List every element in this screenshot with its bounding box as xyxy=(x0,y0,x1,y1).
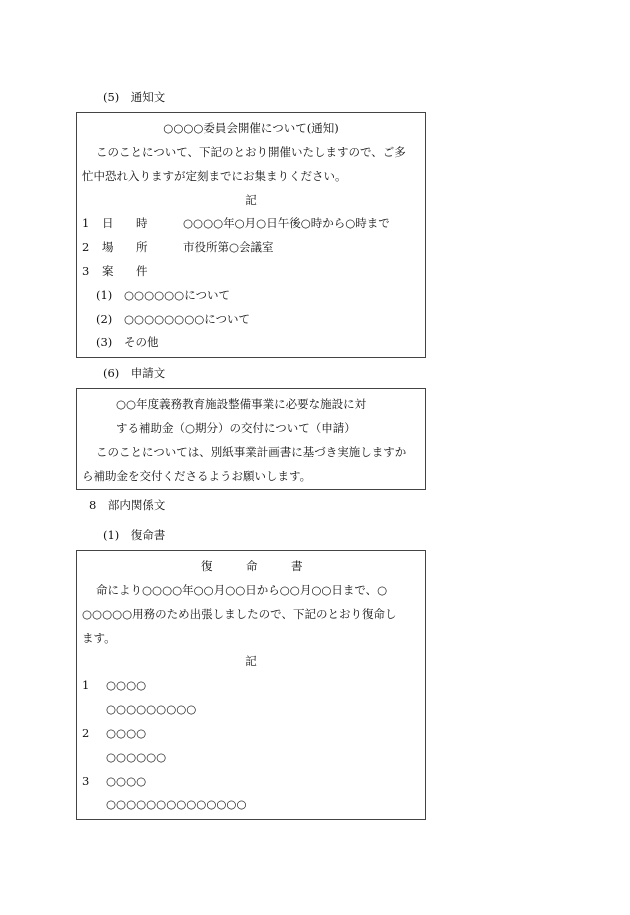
notice-item-value: 市役所第○会議室 xyxy=(183,240,274,254)
report-title-char: 復 xyxy=(201,559,213,573)
application-body-line: このことについては、別紙事業計画書に基づき実施しますか xyxy=(96,445,407,459)
report-item-detail: ○○○○○○ xyxy=(106,750,167,764)
report-item-number: 3 xyxy=(82,774,90,788)
report-ki: 記 xyxy=(245,654,257,668)
application-body-line: ら補助金を交付くださるようお願いします。 xyxy=(82,469,312,483)
section-heading-internal: 8 部内関係文 xyxy=(89,498,166,512)
notice-box xyxy=(76,112,426,358)
report-item-detail: ○○○○○○○○○ xyxy=(106,702,197,716)
report-item-number: 2 xyxy=(82,726,90,740)
notice-subitem-number: (2) xyxy=(96,312,113,326)
report-item-head: ○○○○ xyxy=(106,678,147,692)
report-box xyxy=(76,550,426,820)
report-item-number: 1 xyxy=(82,678,90,692)
notice-body-line: このことについて、下記のとおり開催いたしますので、ご多 xyxy=(96,145,406,159)
report-title-char: 書 xyxy=(291,559,303,573)
notice-ki: 記 xyxy=(245,193,257,207)
notice-item-label: 日 xyxy=(102,216,114,230)
report-body-line: ○○○○○用務のため出張しましたので、下記のとおり復命し xyxy=(82,607,397,621)
notice-item-label: 時 xyxy=(136,216,148,230)
notice-item-label: 案 xyxy=(102,264,114,278)
report-body-line: 命により○○○○年○○月○○日から○○月○○日まで、○ xyxy=(96,583,388,597)
notice-title: ○○○○委員会開催について(通知) xyxy=(163,121,339,135)
application-box xyxy=(76,388,426,490)
notice-body-line: 忙中恐れ入りますが定刻までにお集まりください。 xyxy=(82,169,347,183)
notice-subitem-text: ○○○○○○○○について xyxy=(124,312,251,326)
notice-item-number: 3 xyxy=(82,264,90,278)
application-title-line: ○○年度義務教育施設整備事業に必要な施設に対 xyxy=(116,397,367,411)
report-title-char: 命 xyxy=(246,559,258,573)
notice-subitem-number: (1) xyxy=(96,288,113,302)
notice-item-number: 1 xyxy=(82,216,90,230)
notice-subitem-number: (3) xyxy=(96,335,113,349)
section-heading-application: (6) 申請文 xyxy=(103,366,166,380)
section-heading-report: (1) 復命書 xyxy=(103,528,166,542)
report-body-line: ます。 xyxy=(82,631,116,645)
notice-item-label: 件 xyxy=(136,264,148,278)
section-heading-notice: (5) 通知文 xyxy=(103,90,166,104)
notice-item-value: ○○○○年○月○日午後○時から○時まで xyxy=(183,216,390,230)
notice-item-number: 2 xyxy=(82,240,90,254)
notice-subitem-text: ○○○○○○について xyxy=(124,288,230,302)
application-title-line: する補助金（○期分）の交付について（申請） xyxy=(116,421,356,435)
report-item-detail: ○○○○○○○○○○○○○○ xyxy=(106,797,247,811)
notice-item-label: 場 xyxy=(102,240,114,254)
report-item-head: ○○○○ xyxy=(106,726,147,740)
notice-item-label: 所 xyxy=(136,240,148,254)
notice-subitem-text: その他 xyxy=(124,335,159,349)
report-item-head: ○○○○ xyxy=(106,774,147,788)
